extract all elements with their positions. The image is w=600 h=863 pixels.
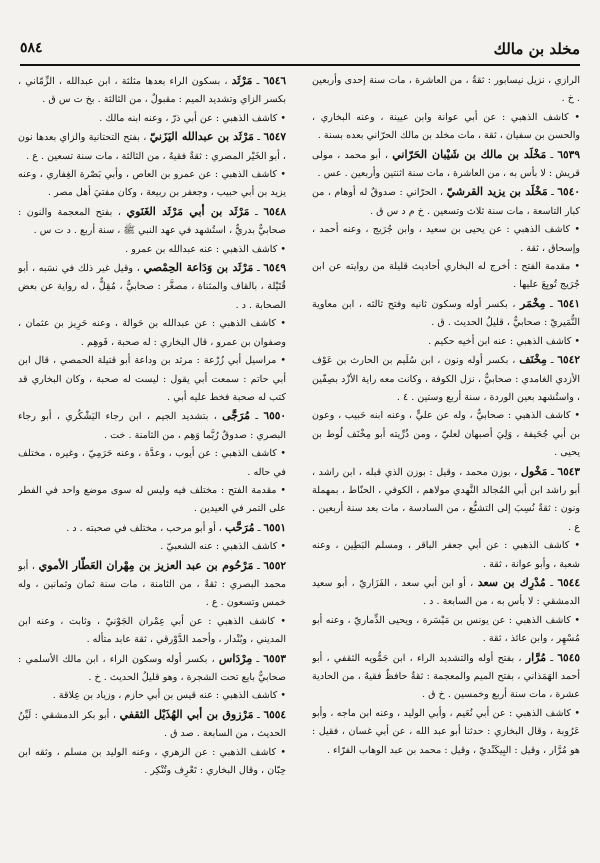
entry-number: ٦٥٥٤ [263,708,286,721]
entry-headword: مُدْرِك بن سعد [477,575,546,589]
entry-text: • كاشف الذهبي : عن أبي ذرّ ، وعنه ابنه مالك . [99,112,286,124]
entry-number: ٦٥٤٤ [557,576,580,589]
entry-text: • كاشف الذهبي : عنه قيس بن أبي حازم ، وزياد بن عِلاقة . [52,690,286,702]
entry-text: ، أو ابن أبي سعد ، الفَزَاريّ ، أبو سعيد الدمشقي : لا بأس به ، من السابعة . د . [312,577,580,608]
entry-number: ٦٥٤٠ [557,186,580,199]
entry-text: ، بسكون الراء بعدها مثلثة ، ابن عبدالله ، الزِّمّاني ، بكسر الزاي وتشديد الميم : مقبولٌ ، من الثالثة . بخ ت س ق . [18,76,286,106]
biography-entry: ٦٥٥٤ ـ مَرْزوق بن أبي الهُذَيْل الثقفي ، أبو بكر الدمشقي : لَيِّنُ الحديث ، من السابعة . صد ق . [18,707,286,740]
entry-annotation [18,352,286,407]
entry-annotation [312,537,580,574]
biography-entry: ٦٥٤٦ ـ مَرْثَد ، بسكون الراء بعدها مثلثة ، ابن عبدالله ، الزِّمّاني ، بكسر الزاي وتشديد الميم : مقبولٌ ، من الثالثة . بخ ت س ق . [18,74,286,106]
entry-text: ، أبو محمد البصري : ثقةٌ ، من الثامنة ، مات سنة ثمان وثمانين ، وله خمس وتسعون . ع . [18,560,286,609]
entry-annotation [312,221,580,258]
entry-text: • كاشف الذهبي : عن الزهري ، وعنه الوليد بن مسلم ، وثقه ابن حِبّان ، وقال البخاري : تَعْرِف وتُنْكِر . [18,746,286,777]
entry-text: • كاشف الذهبي : عنه ابن أخيه حكيم . [428,335,580,347]
entry-text: • كاشف الذهبي : عن أبي عوانة وابن عيينة ، وعنه البخاري ، والحسن بن سفيان ، ثقة ، مات مخلد بن مالك الحرّاني بعده بسنة . [312,111,580,142]
entry-headword: مَخْلَد بن يزيد القرشيّ [446,185,548,199]
entry-annotation [312,109,580,146]
biography-entry: ٦٥٤٣ ـ مَخْول ، بوزن محمد ، وقيل : بوزن الذي قبله ، ابن راشد ، أبو راشد ابن أبي المُجالد النَّهدي مولاهم ، الكوفي ، الحنّاط ، بمهملة ونون : ثقةٌ نُسِبَ إلى التشيُّع ، من السادسة ، مات بعد سنة أربعين . ع . [312,464,580,533]
entry-text: • مقدمة الفتح : أخرج له البخاري أحاديث قليلة من روايته عن ابن جُرَيج تُوبِعَ عليها . [312,261,580,291]
biography-entry: ٦٥٤٧ ـ مَرْثَد بن عبدالله اليَزَنيّ ، بفتح التحتانية والزاي بعدها نون ، أبو الخَيْر المصري : ثقةٌ فقيهٌ ، من الثالثة ، مات سنة تسعين . ع . [18,130,286,162]
entry-text: • كاشف الذهبي : عن أبي نُعَيم ، وأبي الوليد ، وعنه ابن ماجه ، وأبو عَرُوبة ، وقال البخاري : حدثنا أبو عبد الله ، عن أبي غسان ، فقيل : هو مُرَّار ، وقيل : البِيكَنْديّ ، وقيل : محمد بن عبد الوهاب الفرّاء . [312,707,580,756]
entry-text: ، بوزن محمد ، وقيل : بوزن الذي قبله ، ابن راشد ، أبو راشد ابن أبي المُجالد النَّهدي مولاهم ، الكوفي ، الحنّاط ، بمهملة ونون : ثقةٌ نُسِبَ إلى التشيُّع ، من السادسة ، مات بعد سنة أربعين . ع . [312,466,580,533]
entry-number: ٦٥٥٣ [263,652,286,665]
entry-headword: مَرْزوق بن أبي الهُذَيْل الثقفي [119,707,254,721]
biography-entry: ٦٥٤٩ ـ مَرْثَد بن وَدَاعة الحِمْصي ، وقيل غير ذلك في نسَبه ، أبو قُتَيْلة ، بالقاف والمثناة ، مصغَّر : صحابيٌّ ، مُقِلٌّ ، له رواية عن بعض الصحابة . د . [18,261,286,311]
entry-text: • مقدمة الفتح : مختلف فيه وليس له سوى موضع واحد في الفطر على التمر في العيدين . [18,484,286,515]
entry-number: ٦٥٣٩ [557,148,580,161]
entry-text: ، بتشديد الجيم ، ابن رجاء اليَشْكُري ، أبو رجاء البصري : صدوقٌ رُبَّما وَهِم ، من الثامنة . خت . [18,411,286,441]
entry-annotation [18,445,286,482]
entry-text: • كاشف الذهبي : عنه عبدالله بن عمرو . [125,243,286,255]
entry-text: ، بكسر أوله وسكون ثانيه وفتح ثالثه ، ابن معاوية النُّمَيريّ : صحابيٌّ ، قليلُ الحديث . ق . [312,298,580,329]
left-column [18,72,286,852]
entry-number: ٦٥٤٩ [263,262,286,275]
entry-annotation [18,538,286,556]
entry-annotation [312,407,580,462]
entry-text: ، أو أبو مرحب ، مختلف في صحبته . د . [66,522,222,534]
entry-headword: مَرْثَد بن وَدَاعة الحِمْصي [143,261,254,275]
entry-text: ، الحرّاني : صدوقٌ له أوهام ، من كبار التاسعة ، مات سنة ثلاث وتسعين . خ م د س ق . [312,187,580,217]
biography-entry: ٦٥٥١ ـ مُرَحَّب ، أو أبو مرحب ، مختلف في صحبته . د . [66,520,286,534]
entry-headword: مُرَّار [525,650,547,664]
entry-text: • كاشف الذهبي : عن أيوب ، وعدَّة ، وعنه حَرَمِيّ ، وغيره ، مختلف في حاله . [18,448,286,478]
entry-text: • كاشف الذهبي : عنه الشعبيّ . [160,541,286,553]
entry-text: • كاشف الذهبي : صحابيٌّ ، وله عن عليٍّ ، وعنه ابنه حَبيب ، وعون بن أبي جُحَيفة ، وَلِيَ أصبهان لعليّ ، ومن ذُرِّيته أبو مِخْنَف لُوط بن يحيى . [312,410,580,459]
entry-annotation [18,315,286,352]
entry-text: ، بفتح أوله والتشديد الراء ، ابن حَمُّويه الثقفي ، أبو أحمد الهَمَذاني ، بفتح الميم والمعجمة : ثقةٌ حافظٌ فقيهٌ ، من الحادية عشرة ، مات سنة أربع وخمسين . خ ق . [312,652,580,701]
entry-text: ، بكسر أوله وسكون الراء ، ابن مالك الأسلمي : صحابيٌّ بايع تحت الشجرة ، وهو قليلُ الحديث . خ . [18,653,286,683]
biography-entry: ٦٥٥٠ ـ مُرَجَّى ، بتشديد الجيم ، ابن رجاء اليَشْكُري ، أبو رجاء البصري : صدوقٌ رُبَّما وَهِم ، من الثامنة . خت . [18,409,286,441]
entry-number: ٦٥٤٥ [557,651,580,664]
entry-headword: مَخْلَد بن مالك بن شَيْبان الحَرّاني [392,147,547,161]
entry-headword: مِخْنَف [519,353,547,367]
entry-number: ٦٥٤٣ [557,465,580,478]
entry-text: • كاشف الذهبي : عن أبي عِمْران الجَوْنيّ ، وثابت ، وعنه ابن المديني ، وبُنْدار ، وأحمد الدَّوْرقي ، ثقة عابد متأله . [18,615,286,646]
page-number: ٥٨٤ [20,40,43,56]
biography-entry: ٦٥٥٢ ـ مَرْحُوم بن عبد العزيز بن مِهْران العَطّار الأموي ، أبو محمد البصري : ثقةٌ ، من الثامنة ، مات سنة ثمان وثمانين ، وله خمس وتسعون . ع . [18,558,286,609]
entry-text: ، بفتح التحتانية والزاي بعدها نون ، أبو الخَيْر المصري : ثقةٌ فقيهٌ ، من الثالثة ، مات سنة تسعين . ع . [18,132,286,162]
biography-entry: ٦٥٤٠ ـ مَخْلَد بن يزيد القرشيّ ، الحرّاني : صدوقٌ له أوهام ، من كبار التاسعة ، مات سنة ثلاث وتسعين . خ م د س ق . [312,185,580,217]
entry-annotation [18,744,286,781]
entry-annotation [18,110,286,128]
entry-text: • كاشف الذهبي : عن عمرو بن العاص ، وأبي بَصْرة الغِفاري ، وعنه يزيد بن أبي حبيب ، وجعفر بن ربيعة ، وكان مفتيَ أهل مصر . [18,169,286,199]
entry-annotation [312,333,580,351]
entry-text: ، أبو محمد ، مولى قريش : لا بأس به ، من العاشرة ، مات سنة اثنتين وأربعين . عس . [312,149,580,180]
entry-headword: مَرْحُوم بن عبد العزيز بن مِهْران العَطّار الأموي [38,558,254,572]
entry-headword: مُرَحَّب [224,520,255,534]
entry-annotation [18,166,286,203]
entry-annotation [18,482,286,519]
biography-entry: ٦٥٣٩ ـ مَخْلَد بن مالك بن شَيْبان الحَرّاني ، أبو محمد ، مولى قريش : لا بأس به ، من العاشرة ، مات سنة اثنتين وأربعين . عس . [312,147,580,180]
entry-headword: مِخْمَر [520,296,546,310]
entry-headword: مِرْدَاس [218,651,253,665]
entry-text: • كاشف الذهبي : عن أبي جعفر الباقر ، ومسلم البَطِين ، وعنه شعبة ، وأبو عوانة ، ثقة . [312,540,580,570]
entry-headword: مَرْثَد بن أبي مَرْثَد الغَنَوي [126,204,250,218]
entry-headword: مَرْثَد بن عبدالله اليَزَنيّ [149,130,254,144]
running-title: مخلد بن مالك [493,40,580,58]
entry-headword: مَرْثَد [231,74,253,87]
entry-text: الرازي ، نزيل نيسابور : ثقةٌ ، من العاشرة ، مات سنة إحدى وأربعين . خ . [312,75,580,105]
entry-annotation [18,241,286,259]
entry-number: ٦٥٤٢ [557,354,580,367]
biography-entry: ٦٥٤١ ـ مِخْمَر ، بكسر أوله وسكون ثانيه وفتح ثالثه ، ابن معاوية النُّمَيريّ : صحابيٌّ ، قليلُ الحديث . ق . [312,296,580,329]
entry-text: ، أبو بكر الدمشقي : لَيِّنُ الحديث ، من السابعة . صد ق . [18,709,286,740]
biography-entry: ٦٥٤٢ ـ مِخْنَف ، بكسر أوله ونون ، ابن سُلَيم بن الحارث بن عَوْف الأزدي الغامدي : صحابيٌّ ، نزل الكوفة ، وكانت معه راية الأزْد بصِفّين ، واستُشهد بعين الوردة ، سنة أربع وستين . ٤ . [312,353,580,403]
biography-entry: ٦٥٤٤ ـ مُدْرِك بن سعد ، أو ابن أبي سعد ، الفَزَاريّ ، أبو سعيد الدمشقي : لا بأس به ، من السابعة . د . [312,575,580,608]
entry-number: ٦٥٤٨ [263,205,286,218]
page-header [20,40,580,66]
biography-entry: ٦٥٤٨ ـ مَرْثَد بن أبي مَرْثَد الغَنَوي ، بفتح المعجمة والنون : صحابيٌّ بدريٌّ ، استُشهد في عهد النبي ﷺ ، سنة أربع . د ت س . [18,204,286,237]
entry-text: • كاشف الذهبي : عن يحيى بن سعيد ، وابن جُرَيج ، وعنه أحمد ، وإسحاق ، ثقة . [312,224,580,254]
right-column [312,72,580,852]
entry-number: ٦٥٥٢ [263,559,286,572]
entry-annotation [18,613,286,650]
entry-annotation [312,705,580,760]
entry-number: ٦٥٤٦ [263,75,286,87]
entry-annotation [312,612,580,649]
entry-number: ٦٥٥٠ [263,410,286,423]
entry-headword: مُرَجَّى [222,409,251,423]
entry-text: • مراسيل أبي زُرْعة : مرثد بن وداعة أبو قتيلة الحمصي ، قال ابن أبي حاتم : سمعت أبي يقول : ليست له صحبة ، وكان البخاري قد كتب له صحبة فخط عليه أبي . [18,355,286,403]
entry-text: • كاشف الذهبي : عن عبدالله بن حَوالة ، وعنه حَرِيز بن عثمان ، وصفوان بن عمرو ، قال البخاري : له صحبة ، فَوهِم . [18,318,286,348]
entry-text: ، بكسر أوله ونون ، ابن سُلَيم بن الحارث بن عَوْف الأزدي الغامدي : صحابيٌّ ، نزل الكوفة ، وكانت معه راية الأزْد بصِفّين ، واستُشهد بعين الوردة ، سنة أربع وستين . ٤ . [312,355,580,403]
entry-annotation [18,687,286,705]
entry-number: ٦٥٤١ [557,297,580,310]
entry-headword: مَخْول [520,464,548,478]
entry-annotation [312,258,580,295]
entry-text: • كاشف الذهبي : عن يونس بن مَيْسَرة ، ويحيى الذِّماريّ ، وعنه أبو مُسْهِر ، وابن عائذ ، ثقة . [312,614,580,645]
biography-entry: ٦٥٥٣ ـ مِرْدَاس ، بكسر أوله وسكون الراء ، ابن مالك الأسلمي : صحابيٌّ بايع تحت الشجرة ، وهو قليلُ الحديث . خ . [18,651,286,683]
entry-text: ، وقيل غير ذلك في نسَبه ، أبو قُتَيْلة ، بالقاف والمثناة ، مصغَّر : صحابيٌّ ، مُقِلٌّ ، له رواية عن بعض الصحابة . د . [18,263,286,311]
entry-number: ٦٥٥١ [263,521,286,534]
entry-continuation [312,72,580,109]
entry-number: ٦٥٤٧ [263,131,286,144]
entry-text: ، بفتح المعجمة والنون : صحابيٌّ بدريٌّ ، استُشهد في عهد النبي ﷺ ، سنة أربع . د ت س . [18,206,286,237]
biography-entry: ٦٥٤٥ ـ مُرَّار ، بفتح أوله والتشديد الراء ، ابن حَمُّويه الثقفي ، أبو أحمد الهَمَذاني ، بفتح الميم والمعجمة : ثقةٌ حافظٌ فقيهٌ ، من الحادية عشرة ، مات سنة أربع وخمسين . خ ق . [312,650,580,701]
